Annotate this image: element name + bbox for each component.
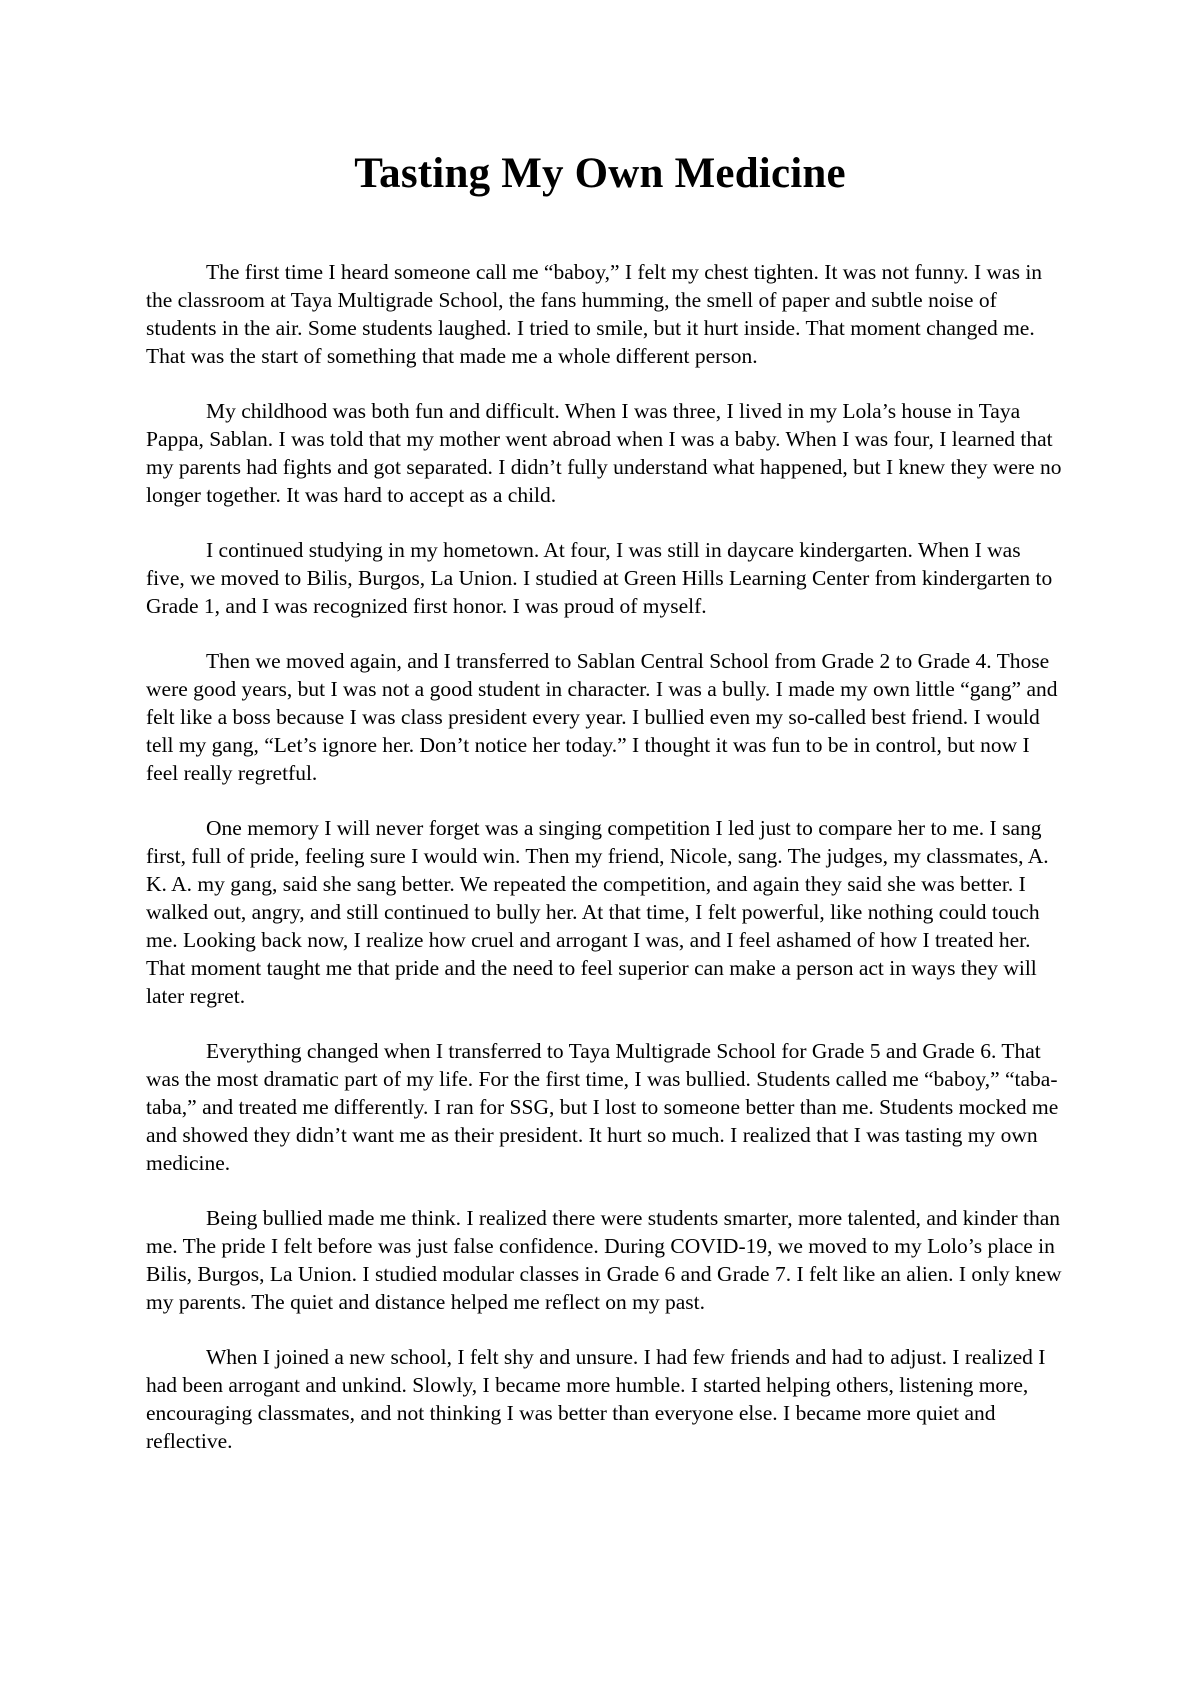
paragraph-7: Being bullied made me think. I realized there were students smarter, more talented, and kinder than me. The pride I felt before was just false confidence. During COVID-19, we moved to my Lolo’s place in Bilis, Burgos, La Union. I studied modular classes in Grade 6 and Grade 7. I felt like an alien. I only knew my parents. The quiet and distance helped me reflect on my past. [146, 1206, 1062, 1314]
paragraph-8: When I joined a new school, I felt shy and unsure. I had few friends and had to adjust. I realized I had been arrogant and unkind. Slowly, I became more humble. I started helping others, listening more, encouraging classmates, and not thinking I was better than everyone else. I became more quiet and reflective. [146, 1345, 1046, 1453]
essay-body [146, 258, 1064, 1482]
paragraph-1: The first time I heard someone call me “baboy,” I felt my chest tighten. It was not funny. I was in the classroom at Taya Multigrade School, the fans humming, the smell of paper and subtle noise of students in the air. Some students laughed. I tried to smile, but it hurt inside. That moment changed me. That was the start of something that made me a whole different person. [146, 260, 1043, 368]
paragraph-4: Then we moved again, and I transferred to Sablan Central School from Grade 2 to Grade 4. Those were good years, but I was not a good student in character. I was a bully. I made my own little “gang” and felt like a boss because I was class president every year. I bullied even my so-called best friend. I would tell my gang, “Let’s ignore her. Don’t notice her today.” I thought it was fun to be in control, but now I feel really regretful. [146, 649, 1058, 785]
paragraph-5: One memory I will never forget was a singing competition I led just to compare her to me. I sang first, full of pride, feeling sure I would win. Then my friend, Nicole, sang. The judges, my classmates, A. K. A. my gang, said she sang better. We repeated the competition, and again they said she was better. I walked out, angry, and still continued to bully her. At that time, I felt powerful, like nothing could touch me. Looking back now, I realize how cruel and arrogant I was, and I feel ashamed of how I treated her. That moment taught me that pride and the need to feel superior can make a person act in ways they will later regret. [146, 816, 1049, 1008]
paragraph-2: My childhood was both fun and difficult. When I was three, I lived in my Lola’s house in Taya Pappa, Sablan. I was told that my mother went abroad when I was a baby. When I was four, I learned that my parents had fights and got separated. I didn’t fully understand what happened, but I knew they were no longer together. It was hard to accept as a child. [146, 399, 1062, 507]
page-title: Tasting My Own Medicine [354, 150, 846, 197]
paragraph-6: Everything changed when I transferred to Taya Multigrade School for Grade 5 and Grade 6. That was the most dramatic part of my life. For the first time, I was bullied. Students called me “baboy,” “taba-taba,” and treated me differently. I ran for SSG, but I lost to someone better than me. Students mocked me and showed they didn’t want me as their president. It hurt so much. I realized that I was tasting my own medicine. [146, 1039, 1059, 1175]
paragraph-3: I continued studying in my hometown. At four, I was still in daycare kindergarten. When I was five, we moved to Bilis, Burgos, La Union. I studied at Green Hills Learning Center from kindergarten to Grade 1, and I was recognized first honor. I was proud of myself. [146, 538, 1053, 618]
